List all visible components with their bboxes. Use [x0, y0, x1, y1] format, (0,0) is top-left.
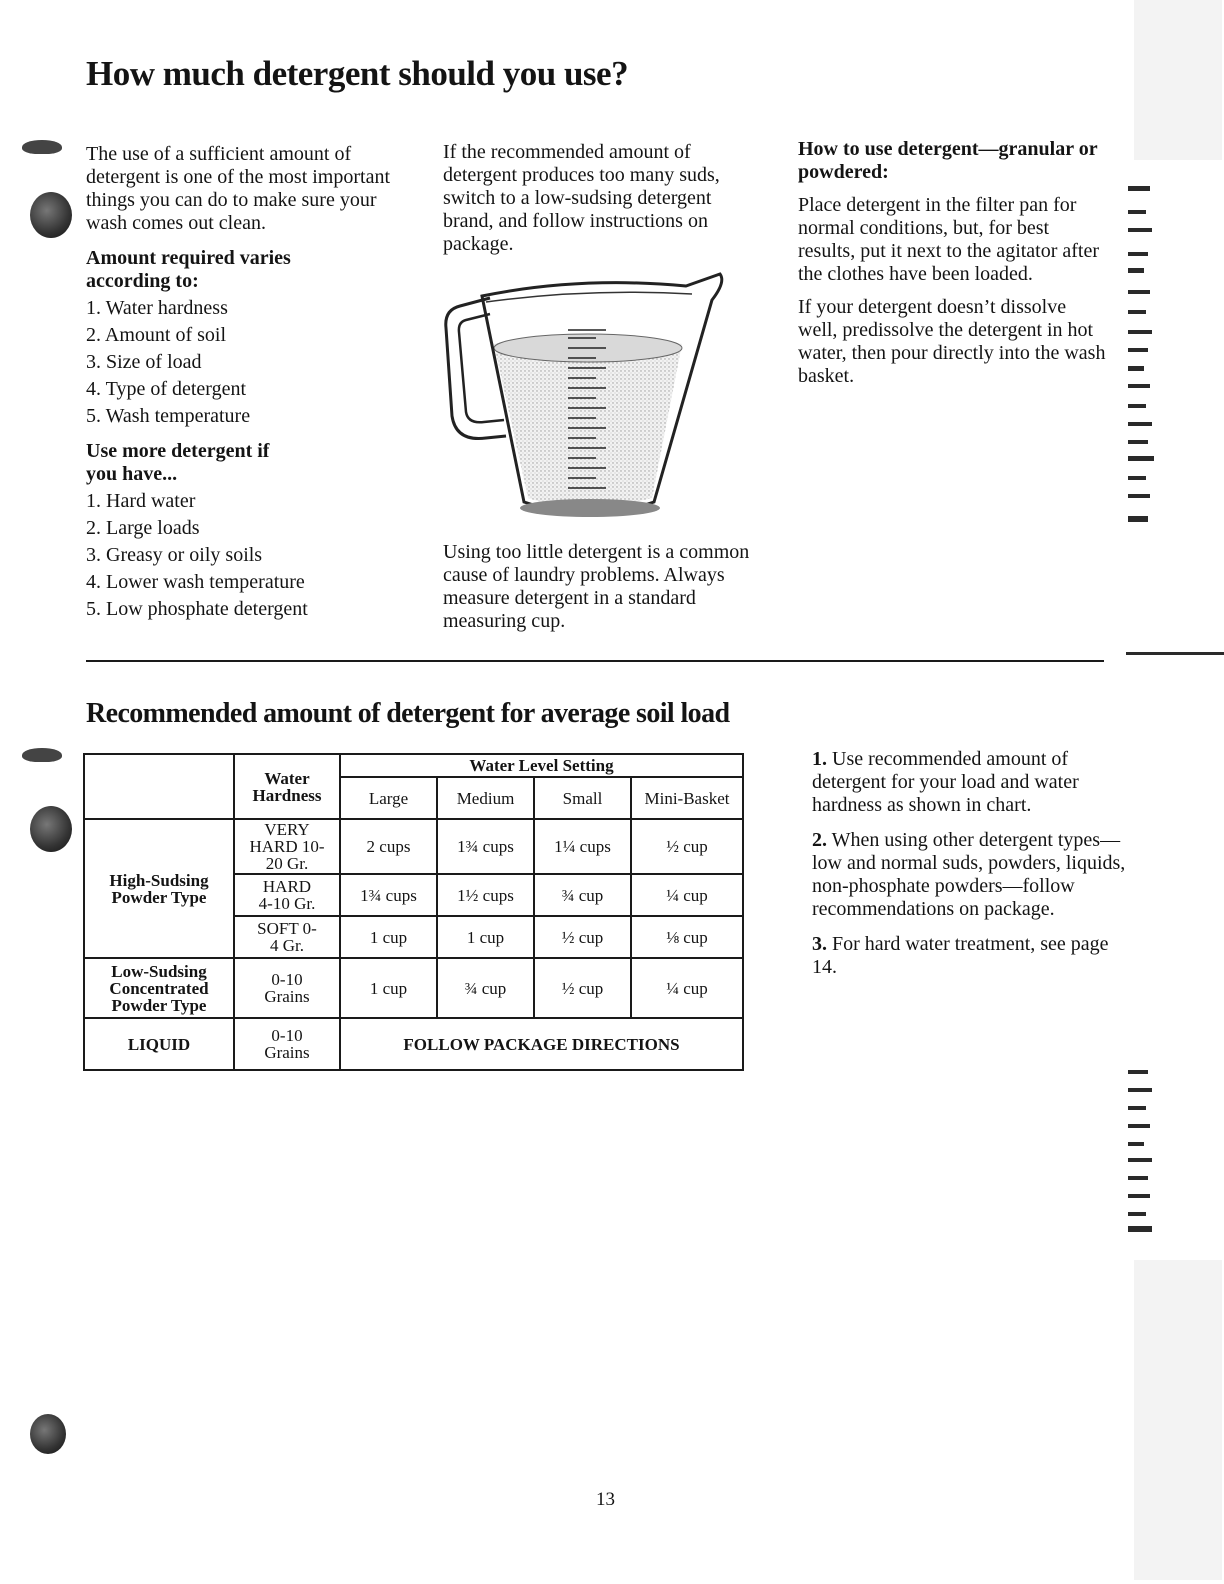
- hardness-cell: 0-10 Grains: [234, 958, 340, 1018]
- suds-paragraph: If the recommended amount of detergent produces too many suds, switch to a low-sudsing detergent brand, and follow instructions on package.: [443, 141, 720, 255]
- table-cell: ⅛ cup: [631, 916, 743, 958]
- column-header: Large: [340, 777, 437, 819]
- table-cell: 1 cup: [340, 958, 437, 1018]
- column-middle-top: [443, 141, 753, 266]
- hardness-cell: 0-10 Grains: [234, 1018, 340, 1070]
- binder-hole: [30, 806, 72, 852]
- column-right: [798, 138, 1108, 398]
- note-text: When using other detergent types—low and normal suds, powders, liquids, non-phosphate powders—follow recommendations on package.: [812, 829, 1126, 920]
- column-header: Mini-Basket: [631, 777, 743, 819]
- column-left: [86, 143, 406, 625]
- amount-factors-list: [86, 297, 406, 428]
- column-header: Small: [534, 777, 631, 819]
- water-level-header: Water Level Setting: [340, 754, 743, 777]
- use-more-list: [86, 490, 406, 621]
- note-text: Use recommended amount of detergent for your load and water hardness as shown in chart.: [812, 748, 1079, 816]
- list-item: 5. Low phosphate detergent: [86, 598, 308, 620]
- list-item: 3. Greasy or oily soils: [86, 544, 263, 566]
- table-cell: ½ cup: [534, 916, 631, 958]
- liquid-label: LIQUID: [84, 1018, 234, 1070]
- detergent-table: [83, 753, 744, 1071]
- dissolve-paragraph: If your detergent doesn’t dissolve well, predissolve the detergent in hot water, then pour directly into the wash basket.: [798, 296, 1106, 387]
- measuring-cup-illustration: [440, 266, 732, 522]
- table-cell: 1¾ cups: [340, 874, 437, 916]
- low-sudsing-label: Low-Sudsing Concentrated Powder Type: [84, 958, 234, 1018]
- note-number: 2.: [812, 829, 827, 851]
- table-cell: ½ cup: [534, 958, 631, 1018]
- list-item: 4. Type of detergent: [86, 378, 247, 400]
- binder-hole: [30, 192, 72, 238]
- too-little-paragraph: Using too little detergent is a common cause of laundry problems. Always measure detergent in a standard measuring cup.: [443, 541, 750, 632]
- table-cell: 1¾ cups: [437, 819, 534, 874]
- table-cell: ½ cup: [631, 819, 743, 874]
- binder-hole-tab: [22, 748, 62, 762]
- note-number: 3.: [812, 933, 827, 955]
- scan-edge-artifacts: [1126, 0, 1224, 1584]
- table-cell: 1 cup: [340, 916, 437, 958]
- hardness-cell: VERY HARD 10-20 Gr.: [234, 819, 340, 874]
- note-text: For hard water treatment, see page 14.: [812, 933, 1109, 978]
- column-header: Medium: [437, 777, 534, 819]
- binder-hole-tab: [22, 140, 62, 154]
- note-item: [812, 933, 1132, 979]
- amount-varies-heading: Amount required varies according to:: [86, 247, 291, 292]
- placement-paragraph: Place detergent in the filter pan for normal conditions, but, for best results, put it next to the agitator after the clothes have been loaded.: [798, 194, 1100, 285]
- table-cell: ¼ cup: [631, 958, 743, 1018]
- hardness-cell: SOFT 0-4 Gr.: [234, 916, 340, 958]
- list-item: 1. Water hardness: [86, 297, 228, 319]
- list-item: 4. Lower wash temperature: [86, 571, 305, 593]
- page-number: 13: [596, 1489, 615, 1510]
- section-title: Recommended amount of detergent for average soil load: [86, 698, 730, 729]
- list-item: 5. Wash temperature: [86, 405, 251, 427]
- list-item: 3. Size of load: [86, 351, 202, 373]
- hardness-cell: HARD 4-10 Gr.: [234, 874, 340, 916]
- how-to-use-heading: How to use detergent—granular or powdered:: [798, 138, 1098, 183]
- table-cell: ¾ cup: [437, 958, 534, 1018]
- table-cell: ¼ cup: [631, 874, 743, 916]
- note-item: [812, 829, 1132, 921]
- table-cell: 2 cups: [340, 819, 437, 874]
- use-more-heading: Use more detergent if you have...: [86, 440, 270, 485]
- table-cell: 1 cup: [437, 916, 534, 958]
- water-hardness-header: Water Hardness: [234, 754, 340, 819]
- note-item: [812, 748, 1132, 817]
- intro-paragraph: The use of a sufficient amount of detergent is one of the most important things you can do to make sure your wash comes out clean.: [86, 143, 391, 234]
- table-cell: 1¼ cups: [534, 819, 631, 874]
- note-number: 1.: [812, 748, 827, 770]
- chart-notes: [812, 748, 1132, 991]
- page-title: How much detergent should you use?: [86, 54, 629, 93]
- high-sudsing-label: High-Sudsing Powder Type: [84, 819, 234, 958]
- list-item: 1. Hard water: [86, 490, 196, 512]
- section-divider: [86, 660, 1104, 662]
- table-cell: ¾ cup: [534, 874, 631, 916]
- table-cell: 1½ cups: [437, 874, 534, 916]
- binder-hole: [30, 1414, 66, 1454]
- table-corner-cell: [84, 754, 234, 819]
- follow-package-cell: FOLLOW PACKAGE DIRECTIONS: [340, 1018, 743, 1070]
- list-item: 2. Amount of soil: [86, 324, 227, 346]
- list-item: 2. Large loads: [86, 517, 200, 539]
- column-middle-bottom: [443, 541, 753, 643]
